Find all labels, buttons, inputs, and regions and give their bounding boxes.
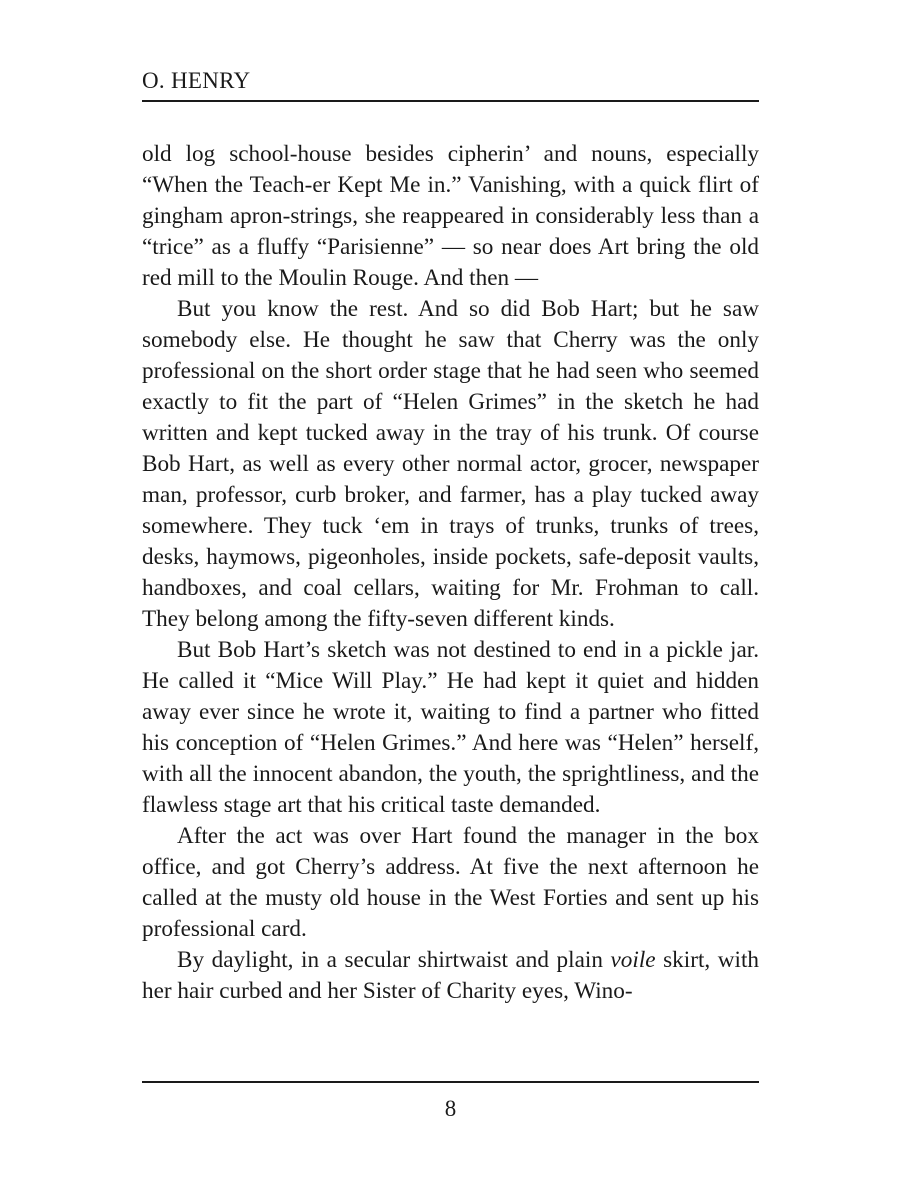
paragraph: old log school-house besides cipherin’ and nouns, especially “When the Teach-er Kept Me in.” Vanishing, with a quick flirt of gingham apron-strings, she reappeared in considerably less than a “trice” as a fluffy “Parisienne” — so near does Art bring the old red mill to the Moulin Rouge. And then — <box>142 141 759 291</box>
paragraph: After the act was over Hart found the manager in the box office, and got Cherry’s address. At five the next afternoon he called at the musty old house in the West Forties and sent up his professional card. <box>142 823 759 942</box>
paragraph: But Bob Hart’s sketch was not destined to end in a pickle jar. He called it “Mice Will Play.” He had kept it quiet and hidden away ever since he wrote it, waiting to find a partner who fitted his conception of “Helen Grimes.” And here was “Helen” herself, with all the innocent abandon, the youth, the sprightliness, and the flawless stage art that his critical taste demanded. <box>142 637 759 818</box>
footer-rule <box>142 1081 759 1083</box>
header-rule <box>142 100 759 102</box>
page-number: 8 <box>444 1096 457 1121</box>
paragraph-text: skirt, with her hair curbed and her Sister of Charity eyes, Wino- <box>142 947 759 1004</box>
paragraph-text: By daylight, in a secular shirtwaist and plain <box>177 947 611 973</box>
running-head: O. HENRY <box>142 68 251 93</box>
paragraph: But you know the rest. And so did Bob Hart; but he saw somebody else. He thought he saw that Cherry was the only professional on the short order stage that he had seen who seemed exactly to fit the part of “Helen Grimes” in the sketch he had written and kept tucked away in the tray of his trunk. Of course Bob Hart, as well as every other normal actor, grocer, newspaper man, professor, curb broker, and farmer, has a play tucked away somewhere. They tuck ‘em in trays of trunks, trunks of trees, desks, haymows, pigeonholes, inside pockets, safe-deposit vaults, handboxes, and coal cellars, waiting for Mr. Frohman to call. They belong among the fifty-seven different kinds. <box>142 296 759 632</box>
body-text <box>142 139 759 1007</box>
paragraph <box>142 945 759 1007</box>
italic-word: voile <box>610 947 656 973</box>
